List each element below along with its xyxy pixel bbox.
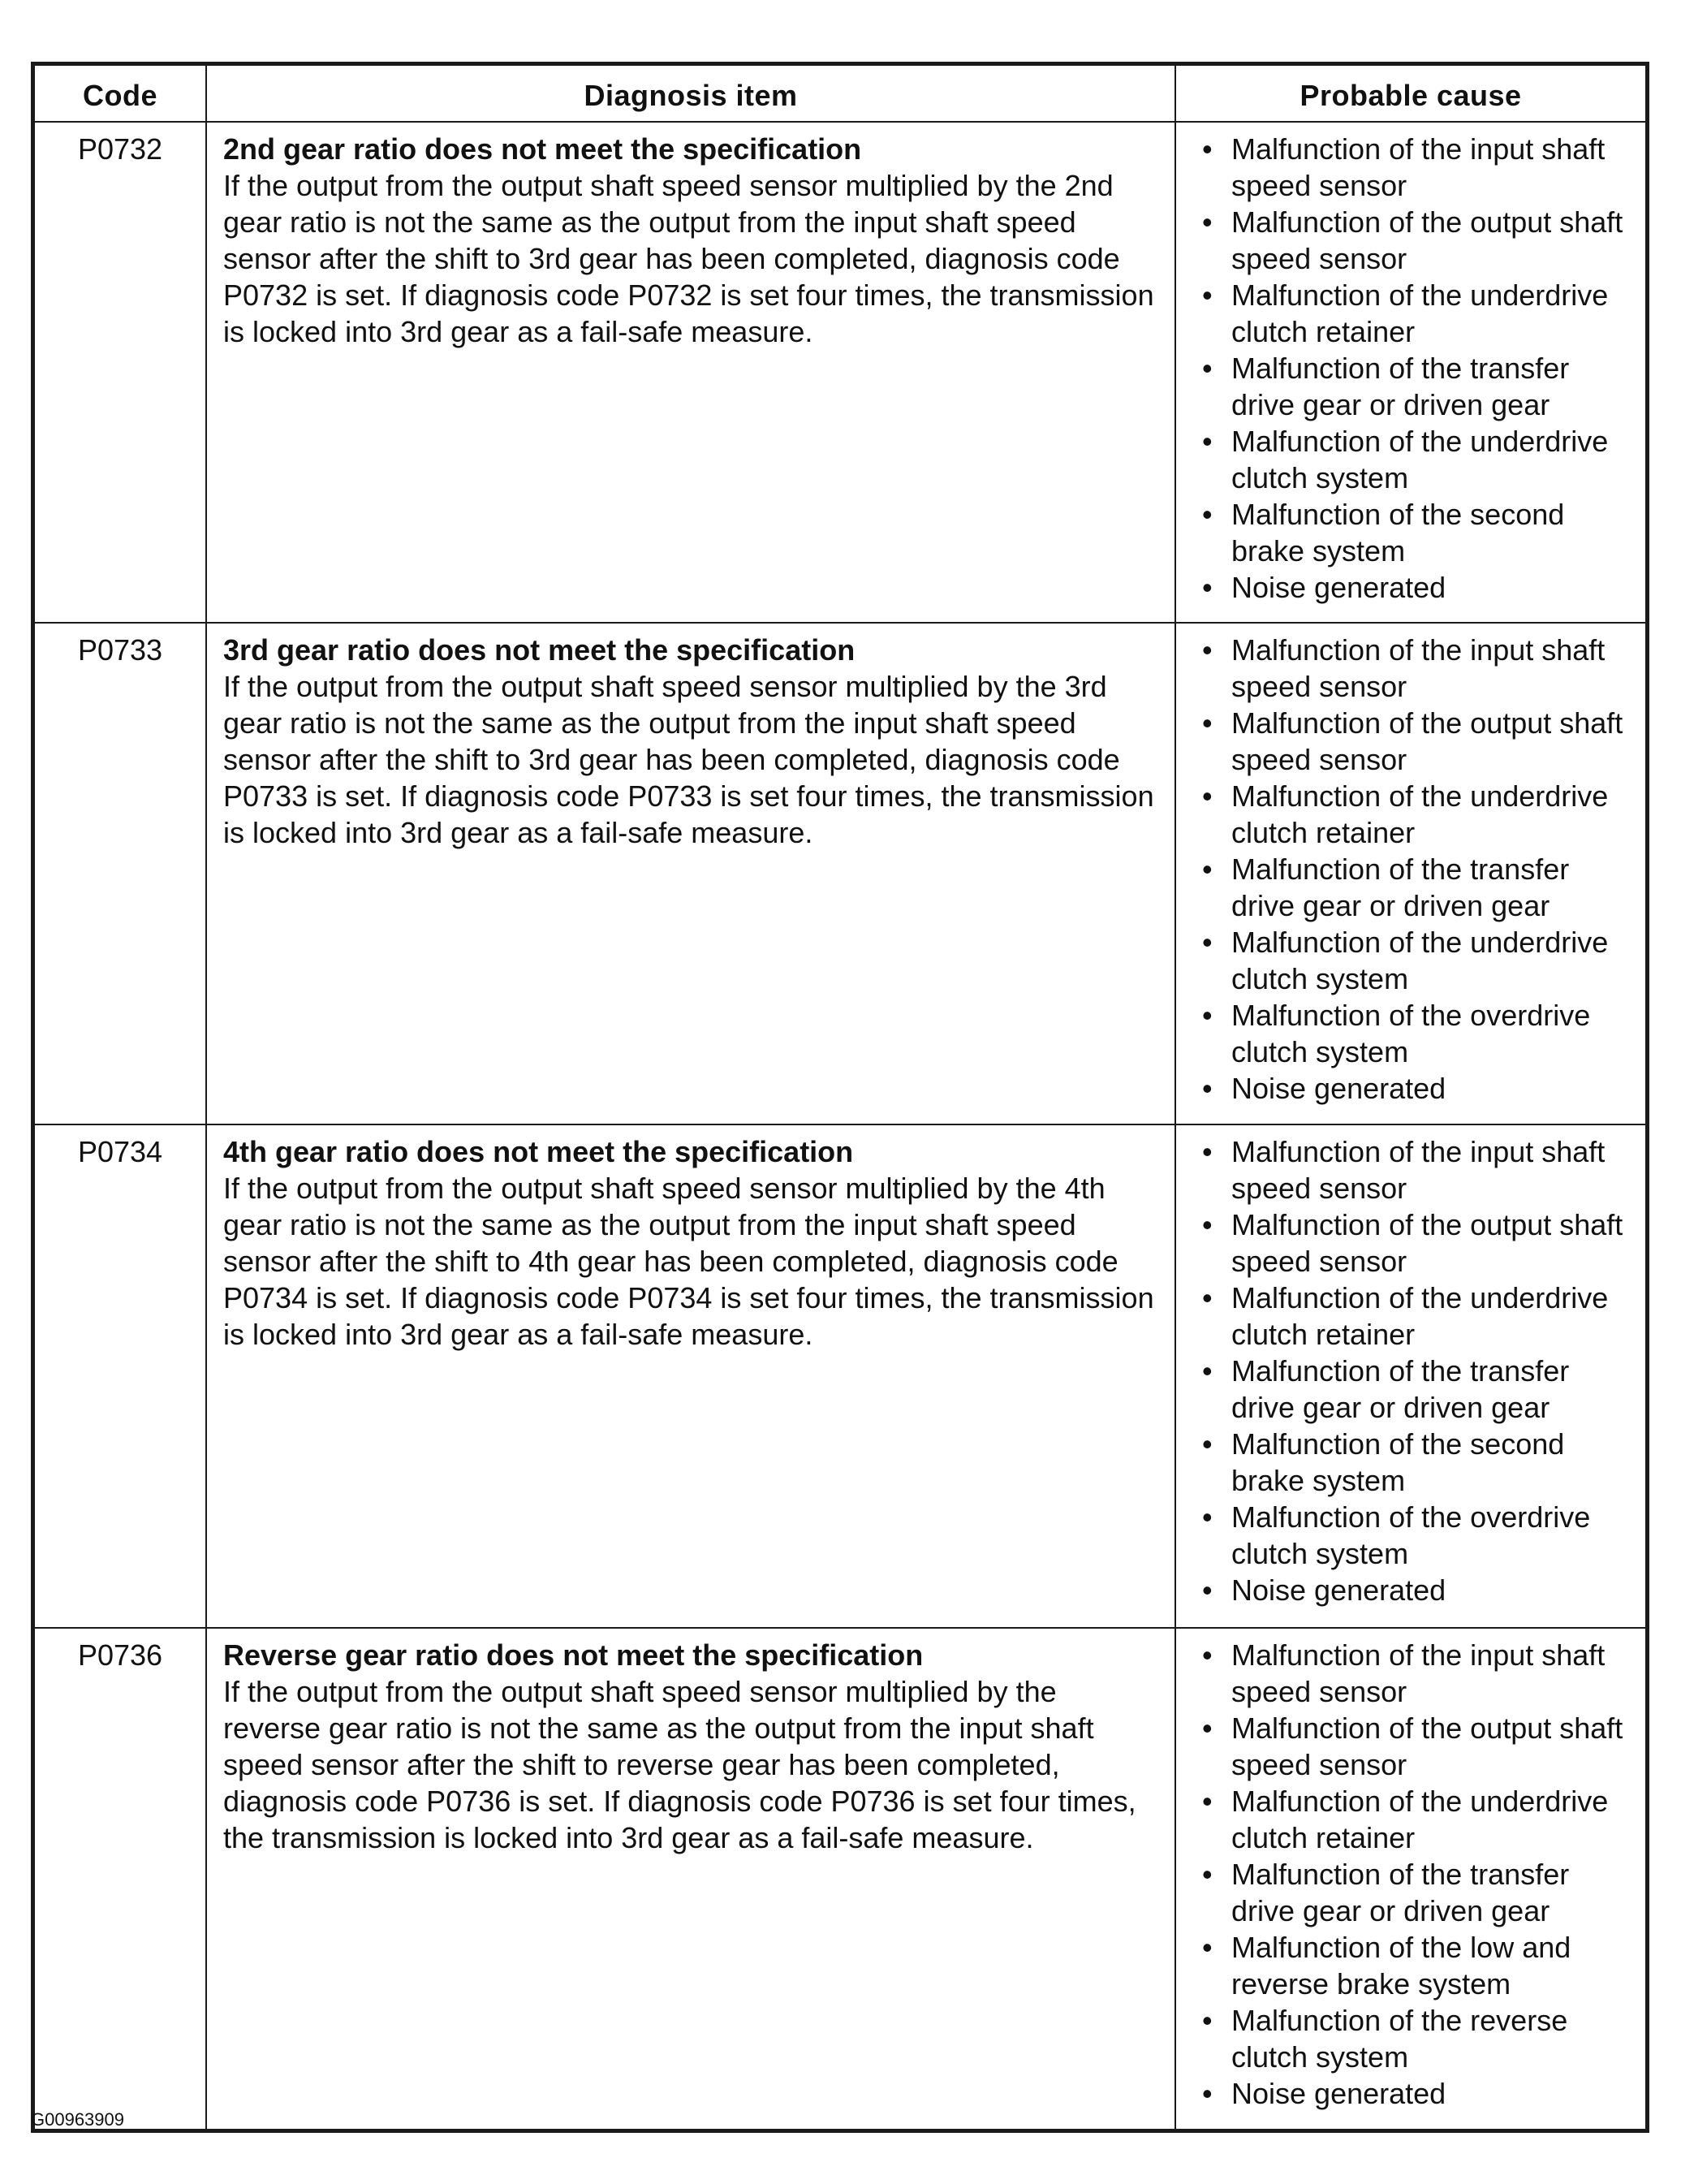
cause-item: • Malfunction of the underdrive clutch retainer [1199,277,1634,350]
table-header-row [34,65,1646,122]
cause-item: • Malfunction of the underdrive clutch system [1199,924,1634,997]
cause-item: • Malfunction of the underdrive clutch retainer [1199,778,1634,851]
cause-item: • Noise generated [1199,569,1634,606]
cause-cell [1175,1628,1646,2130]
figure-id: G00963909 [31,2109,124,2130]
cause-cell [1175,1124,1646,1628]
cause-item: • Noise generated [1199,2075,1634,2112]
diagnosis-text: If the output from the output shaft speed sensor multiplied by the 2nd gear ratio is not the same as the output from the input shaft speed sensor after the shift to 3rd gear has been completed, diagnosis code P0732 is set. If diagnosis code P0732 is set four times, the transmission is locked into 3rd gear as a fail-safe measure. [223,169,1154,348]
diagnosis-cell [206,1124,1175,1628]
cause-item: • Noise generated [1199,1572,1634,1608]
cause-list [1199,1637,1634,2112]
diagnosis-cell [206,1628,1175,2130]
diagnosis-text: If the output from the output shaft speed sensor multiplied by the 3rd gear ratio is not the same as the output from the input shaft speed sensor after the shift to 3rd gear has been completed, diagnosis code P0733 is set. If diagnosis code P0733 is set four times, the transmission is locked into 3rd gear as a fail-safe measure. [223,670,1154,849]
code-cell: P0732 [34,122,206,623]
cause-list [1199,632,1634,1107]
code-cell: P0736 [34,1628,206,2130]
diagnosis-title: 2nd gear ratio does not meet the specification [223,132,862,166]
code-cell: P0733 [34,623,206,1124]
cause-item: • Malfunction of the transfer drive gear or driven gear [1199,1856,1634,1929]
cause-item: • Malfunction of the overdrive clutch system [1199,1499,1634,1572]
cause-item: • Malfunction of the underdrive clutch retainer [1199,1783,1634,1856]
cause-item: • Malfunction of the output shaft speed sensor [1199,1710,1634,1783]
cause-cell [1175,623,1646,1124]
diagnosis-table [33,64,1647,2130]
cause-item: • Malfunction of the output shaft speed sensor [1199,705,1634,778]
table-row [34,1124,1646,1628]
cause-item: • Noise generated [1199,1070,1634,1107]
cause-list [1199,1133,1634,1608]
cause-item: • Malfunction of the transfer drive gear or driven gear [1199,851,1634,924]
cause-cell [1175,122,1646,623]
cause-item: • Malfunction of the reverse clutch system [1199,2002,1634,2075]
diagnosis-cell [206,623,1175,1124]
diagnosis-cell [206,122,1175,623]
cause-item: • Malfunction of the output shaft speed sensor [1199,1206,1634,1280]
header-code: Code [34,65,206,122]
cause-list [1199,131,1634,606]
cause-item: • Malfunction of the input shaft speed sensor [1199,1637,1634,1710]
diagnosis-title: Reverse gear ratio does not meet the specification [223,1638,924,1672]
cause-item: • Malfunction of the underdrive clutch system [1199,423,1634,496]
cause-item: • Malfunction of the second brake system [1199,496,1634,569]
diagnosis-text: If the output from the output shaft speed sensor multiplied by the reverse gear ratio is not the same as the output from the input shaft speed sensor after the shift to reverse gear has been completed, diagnosis code P0736 is set. If diagnosis code P0736 is set four times, the transmission is locked into 3rd gear as a fail-safe measure. [223,1675,1136,1854]
cause-item: • Malfunction of the low and reverse brake system [1199,1929,1634,2002]
diagnosis-text: If the output from the output shaft speed sensor multiplied by the 4th gear ratio is not the same as the output from the input shaft speed sensor after the shift to 4th gear has been completed, diagnosis code P0734 is set. If diagnosis code P0734 is set four times, the transmission is locked into 3rd gear as a fail-safe measure. [223,1172,1154,1351]
cause-item: • Malfunction of the input shaft speed sensor [1199,131,1634,204]
diagnosis-title: 3rd gear ratio does not meet the specification [223,633,856,667]
cause-item: • Malfunction of the transfer drive gear or driven gear [1199,1353,1634,1426]
cause-item: • Malfunction of the underdrive clutch retainer [1199,1280,1634,1353]
header-diagnosis-item: Diagnosis item [206,65,1175,122]
cause-item: • Malfunction of the overdrive clutch system [1199,997,1634,1070]
table-row [34,122,1646,623]
cause-item: • Malfunction of the transfer drive gear or driven gear [1199,350,1634,423]
cause-item: • Malfunction of the input shaft speed sensor [1199,632,1634,705]
code-cell: P0734 [34,1124,206,1628]
cause-item: • Malfunction of the input shaft speed sensor [1199,1133,1634,1206]
diagnosis-table-frame [31,62,1649,2133]
table-row [34,1628,1646,2130]
header-probable-cause: Probable cause [1175,65,1646,122]
diagnosis-title: 4th gear ratio does not meet the specification [223,1135,854,1168]
cause-item: • Malfunction of the output shaft speed sensor [1199,204,1634,277]
cause-item: • Malfunction of the second brake system [1199,1426,1634,1499]
table-row [34,623,1646,1124]
